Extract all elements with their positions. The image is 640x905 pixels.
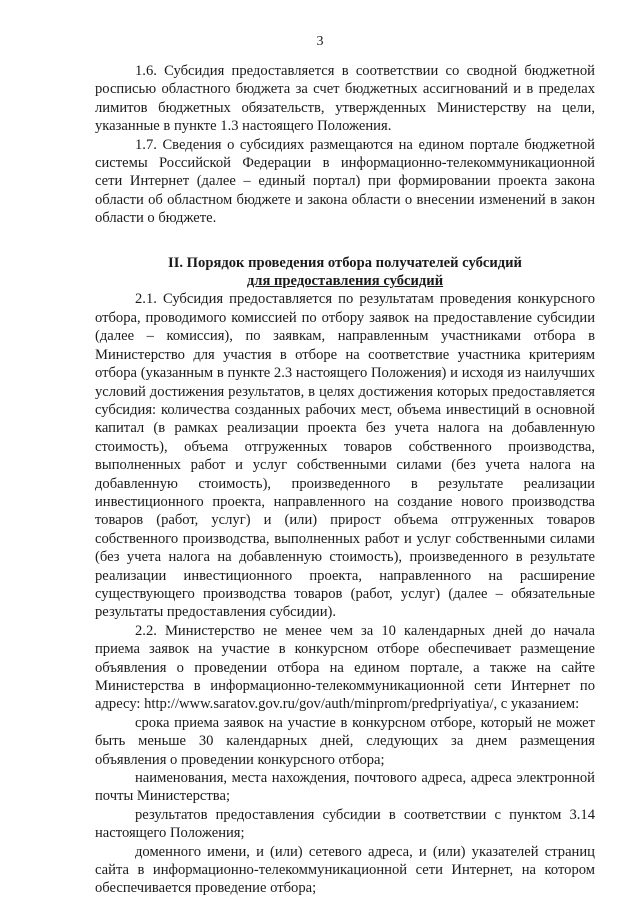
section-heading bbox=[95, 254, 595, 291]
paragraph-1-7: 1.7. Сведения о субсидиях размещаются на едином портале бюджетной системы Российской Федерации в информационно-телекоммуникационной сети Интернет (далее – единый портал) при формировании проекта закона области об областном бюджете и закона области о внесении изменений в закон области о бюджете. bbox=[95, 136, 595, 227]
section-heading-line-1: II. Порядок проведения отбора получателей субсидий bbox=[168, 254, 522, 271]
list-item-domain: доменного имени, и (или) сетевого адреса, и (или) указателей страниц сайта в информационно-телекоммуникационной сети Интернет, на котором обеспечивается проведение отбора; bbox=[95, 843, 595, 897]
page-number: 3 bbox=[316, 34, 324, 49]
paragraph-2-2: 2.2. Министерство не менее чем за 10 календарных дней до начала приема заявок на участие в конкурсном отборе обеспечивает размещение объявления о проведении отбора на едином портале, а также на сайте Министерства в информационно-телекоммуникационной сети Интернет по адресу: http://www.saratov.gov.ru/gov/auth/minprom/predpriyatiya/, с указанием: bbox=[95, 622, 595, 713]
paragraph-1-6: 1.6. Субсидия предоставляется в соответствии со сводной бюджетной росписью областного бюджета за счет бюджетных ассигнований и в пределах лимитов бюджетных обязательств, утвержденных Министерству на цели, указанные в пункте 1.3 настоящего Положения. bbox=[95, 63, 595, 135]
section-heading-line-2: для предоставления субсидий bbox=[246, 273, 444, 290]
list-item-ministry-contacts: наименования, места нахождения, почтового адреса, адреса электронной почты Министерства; bbox=[95, 770, 595, 805]
list-item-deadline: срока приема заявок на участие в конкурсном отборе, который не может быть меньше 30 календарных дней, следующих за днем размещения объявления о проведении конкурсного отбора; bbox=[95, 714, 595, 768]
paragraph-2-1: 2.1. Субсидия предоставляется по результатам проведения конкурсного отбора, проводимого комиссией по отбору заявок на предоставление субсидии (далее – комиссия), по заявкам, направленным участниками отбора в Министерство для участия в отборе на соответствие участника критериям отбора (указанным в пункте 2.3 настоящего Положения) и исходя из наилучших условий достижения результатов, в целях достижения которых предоставляется субсидия: количества созданных рабочих мест, объема инвестиций в основной капитал (в рамках реализации проекта без учета налога на добавленную стоимость), объема отгруженных товаров собственного производства, выполненных работ и услуг собственными силами (без учета налога на добавленную стоимость), произведенного в результате реализации инвестиционного проекта, направленного на создание нового производства товаров (работ, услуг) и (или) прирост объема отгруженных товаров собственного производства, выполненных работ и услуг собственными силами (без учета налога на добавленную стоимость), произведенного в результате реализации инвестиционного проекта, направленного на расширение существующего производства товаров (работ, услуг) (далее – обязательные результаты предоставления субсидии). bbox=[95, 291, 595, 621]
document-body bbox=[95, 62, 595, 898]
list-item-results: результатов предоставления субсидии в соответствии с пунктом 3.14 настоящего Положения; bbox=[95, 806, 595, 842]
